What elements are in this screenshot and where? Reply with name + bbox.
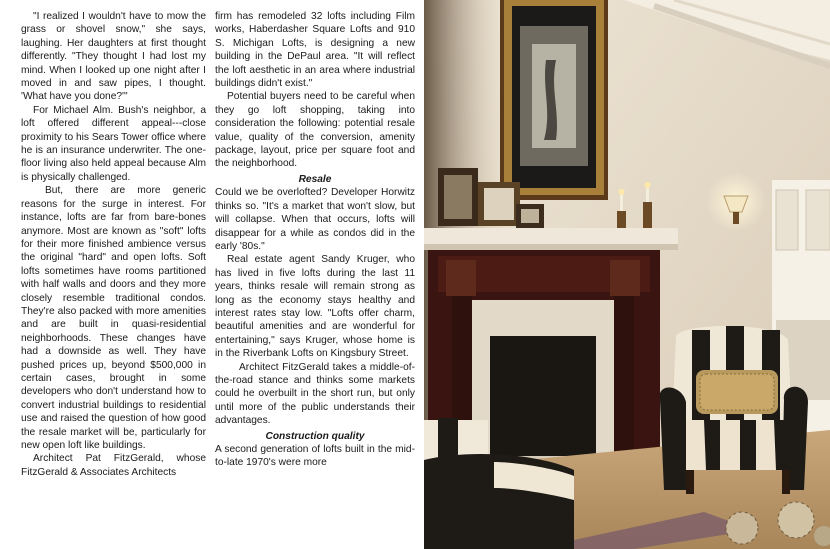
article-column-left [21, 10, 206, 479]
paragraph: "I realized I wouldn't have to mow the grass or shovel snow," she says, laughing. Her daughters at first thought differently. "They thought I had lost my mind. When I looked up one night after I moved in and saw pipes, I thought. 'What have you done?'" [21, 11, 206, 103]
paragraph: But, there are more generic reasons for the surge in interest. For instance, lofts are far from bare-bones anymore. Most are known as "soft" lofts for their more finished ambience versus the original "hard" and open lofts. Soft lofts sometimes have rooms partitioned with half walls and doors and they more closely resemble traditional condos. They're also packed with more amenities and are built in quasi-residential neighborhoods. These changes have had a downside as well. They have pushed prices up, beyond $500,000 in certain cases, brought in some developers who don't understand how to convert industrial buildings to residential use and raised the question of how good the resale market will be, particularly for new open loft like buildings. [21, 185, 206, 451]
paragraph: A second generation of lofts built in the mid-to-late 1970's were more [215, 444, 415, 469]
paragraph: Potential buyers need to be careful when they go loft shopping, taking into consideration the following: potential resale value, quality of the conversion, amenity package, layout, price per square foot and the neighborhood. [215, 91, 415, 170]
paragraph: For Michael Alm. Bush's neighbor, a loft offered different appeal---close proximity to his Sears Tower office where he is an insurance underwriter. The one-floor living also held appeal because Alm is physically challenged. [21, 104, 206, 183]
paragraph: Architect FitzGerald takes a middle-of-the-road stance and thinks some markets could he overbuilt in the short run, but only until more of the public understands their advantages. [215, 361, 415, 427]
paragraph: firm has remodeled 32 lofts including Film works, Haberdasher Square Lofts and 910 S. Michigan Lofts, is designing a new building in the DePaul area. "It will reflect the loft aesthetic in an area where industrial buildings didn't exist." [215, 11, 415, 90]
loft-interior-photo [424, 0, 830, 549]
section-heading-construction-quality: Construction quality [265, 430, 365, 442]
paragraph: Could we be overlofted? Developer Horwitz thinks so. "It's a market that won't slow, but will collapse. When that occurs, lofts will disappear for a while as condos did in the early '80s." [215, 187, 415, 252]
paragraph: Architect Pat FitzGerald, whose FitzGerald & Associates Architects [21, 453, 206, 478]
paragraph: Real estate agent Sandy Kruger, who has lived in five lofts during the last 11 years, thinks resale will remain strong as long as the economy stays healthy and interest rates stay low. "Lofts offer charm, beautiful amenities and are wonderful for entertaining," says Kruger, whose home is in the Riverbank Lofts on Kingsbury Street. [215, 254, 415, 360]
article-column-right [215, 10, 415, 470]
section-heading-resale: Resale [298, 173, 332, 185]
